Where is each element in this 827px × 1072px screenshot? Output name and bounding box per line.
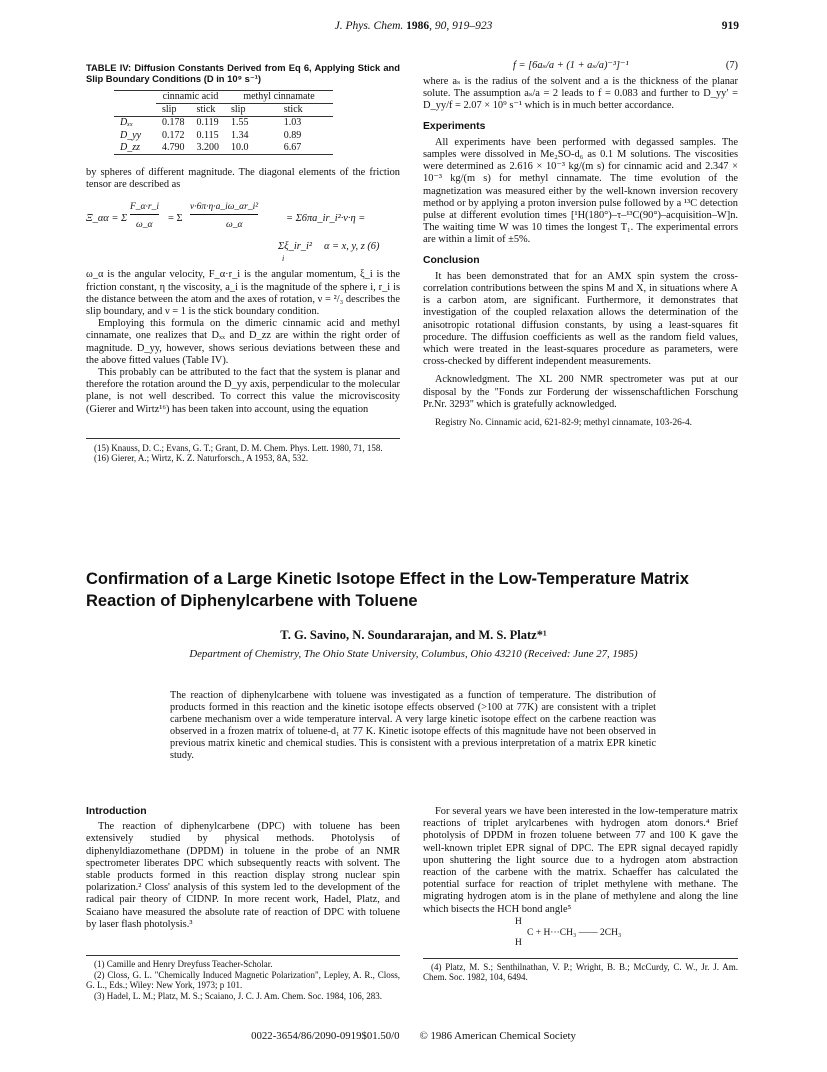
journal-name: J. Phys. Chem. bbox=[334, 20, 404, 32]
article-title: Confirmation of a Large Kinetic Isotope Effect in the Low-Temperature Matrix Reaction of Diphenylcarbene with Toluene bbox=[86, 570, 689, 610]
footnotes bbox=[86, 443, 400, 464]
left-column bbox=[86, 62, 400, 464]
table-cell: 0.172 bbox=[162, 129, 185, 141]
section-heading-conclusion: Conclusion bbox=[423, 254, 480, 266]
footnote: (16) Gierer, A.; Wirtz, K. Z. Naturforsch., A 1953, 8A, 532. bbox=[94, 453, 309, 464]
section-heading-introduction: Introduction bbox=[86, 806, 147, 817]
table-cell: 0.178 bbox=[162, 117, 185, 129]
footnote: (4) Platz, M. S.; Senthilnathan, V. P.; Wright, B. B.; McCurdy, C. W., Jr. J. Am. Chem. Soc. 1982, 104, 6494. bbox=[423, 961, 738, 983]
row-label: D_yy bbox=[120, 129, 142, 141]
paragraph: ω_α is the angular velocity, F_α·r_i is the angular momentum, ξ_i is the friction constant, η the viscosity, a_i is the magnitude of the sphere i, r_i is the distance between the atom and the axes of rotation, ν = ²/₃ describes the slip boundary, and ν = 1 is the stick boundary condition. bbox=[86, 269, 400, 318]
page-footer bbox=[0, 1030, 827, 1042]
paragraph: This probably can be attributed to the fact that the system is planar and therefore the rotation around the D_yy axis, perpendicular to the molecular plane, is not well described. To correct this value the microviscosity (Gierer and Wirtz¹⁶) has been taken into account, using the equation bbox=[86, 367, 400, 415]
eq-part: = Σ bbox=[168, 213, 183, 225]
reaction-scheme bbox=[423, 916, 738, 950]
article-code: 0022-3654/86/2090-0919$01.50/0 bbox=[251, 1030, 400, 1042]
paragraph: All experiments have been performed with degassed samples. The samples were dissolved in Me₂SO-d₆ as 0.1 M solutions. The viscosities were determined as 2.616 × 10⁻³ kg/(m s) for cinnamic acid and 2.347 × 10⁻³ kg/(m s) for methyl cinnamate. The time evolution of the magnetization was measured either by the well-known inversion recovery method or by applying a proton inversion pulse followed by a ¹³C detection pulse at different evolution times [¹H(180°)–τ–¹³C(90°)–acquisition–W]n. The waiting time W was 10 times the longest T₁. The experimental errors are within a limit of ±5%. bbox=[423, 136, 738, 246]
footnote-rule bbox=[423, 958, 738, 959]
copyright: © 1986 American Chemical Society bbox=[419, 1030, 576, 1042]
registry-number: Registry No. Cinnamic acid, 621-82-9; methyl cinnamate, 103-26-4. bbox=[435, 418, 692, 429]
eq-part: ω_α bbox=[136, 220, 153, 231]
row-label: D_zz bbox=[120, 141, 141, 153]
table-subheader: stick bbox=[283, 104, 303, 116]
intro-right-column bbox=[423, 806, 738, 983]
table-row bbox=[114, 117, 333, 130]
eq-part: α = x, y, z (6) bbox=[324, 241, 380, 253]
paragraph: The reaction of diphenylcarbene (DPC) with toluene has been extensively studied by physical methods. Photolysis of diphenyldiazomethane (DPDM) in toluene in the probe of an NMR spectrometer liberates DPC which subsequently reacts with solvent. The stable products formed in this reaction display strong nuclear spin polarization.² Closs' analysis of this system led to the development of the radical pair theory of CIDNP. In more recent work, Hadel, Platz, and Scaiano have measured the absolute rate of reaction of DPC with toluene by laser flash photolysis.³ bbox=[86, 821, 400, 930]
table-cell: 1.03 bbox=[283, 117, 302, 129]
row-label: Dₓₓ bbox=[120, 117, 133, 129]
footnote-rule bbox=[86, 438, 400, 439]
table-subheader: slip bbox=[162, 104, 177, 116]
footnote-rule bbox=[86, 955, 400, 956]
table-cell: 0.115 bbox=[196, 129, 219, 141]
table-cell: 6.67 bbox=[283, 141, 302, 153]
eq-part: F_α·r_i bbox=[130, 201, 159, 214]
paragraph: Employing this formula on the dimeric cinnamic acid and methyl cinnamate, one realizes that Dₓₓ and D_zz are within the right order of magnitude. D_yy, however, shows serious deviations between these and the above fitted values (Table IV). bbox=[86, 318, 400, 366]
journal-year: 1986 bbox=[406, 20, 430, 32]
equation-6 bbox=[86, 191, 400, 269]
equation-number: (7) bbox=[725, 60, 738, 71]
eq-part: i bbox=[282, 254, 285, 264]
equation-7: f = [6aₛ/a + (1 + aₛ/a)⁻³]⁻¹ bbox=[513, 60, 629, 71]
volume-pages: , 90, 919–923 bbox=[429, 20, 493, 32]
running-header bbox=[0, 20, 827, 36]
acknowledgment: Acknowledgment. The XL 200 NMR spectrometer was put at our disposal by the "Fonds zur Forderung der wissenschaftlichen Forschung Pr.Nr. 3293" which is gratefully acknowledged. bbox=[423, 374, 738, 410]
eq-part: ν·6π·η·a_iω_αr_i² bbox=[190, 201, 258, 214]
table-cell: 1.55 bbox=[231, 117, 249, 129]
intro-left-column bbox=[86, 806, 400, 1001]
table-subheader: stick bbox=[196, 104, 216, 116]
article-affiliation: Department of Chemistry, The Ohio State University, Columbus, Ohio 43210 (Received: June 27, 1985) bbox=[189, 648, 638, 660]
footnote: (15) Knauss, D. C.; Evans, G. T.; Grant, D. M. Chem. Phys. Lett. 1980, 71, 158. bbox=[94, 442, 383, 453]
footnotes bbox=[423, 962, 738, 983]
table-row bbox=[114, 130, 333, 142]
eq-part: Σξ_ir_i² bbox=[278, 241, 312, 253]
article-authors: T. G. Savino, N. Soundararajan, and M. S. Platz*¹ bbox=[280, 628, 547, 642]
section-heading-experiments: Experiments bbox=[423, 120, 486, 132]
table-cell: 4.790 bbox=[162, 141, 185, 153]
scheme-label: C + H···CH₃ —— 2CH₃ bbox=[527, 927, 622, 938]
scheme-label: H bbox=[515, 916, 522, 927]
table-cell: 1.34 bbox=[231, 129, 249, 141]
eq-part: Ξ_αα = Σ bbox=[86, 213, 128, 225]
paragraph: For several years we have been interested in the low-temperature matrix reactions of triplet arylcarbenes with hydrogen atom donors.⁴ Brief photolysis of DPDM in frozen toluene between 77 and 100 K gave the well-known triplet EPR signal of DPC. The EPR signal decayed rapidly upon shuttering the light source due to a hydrogen atom abstraction reaction of the carbene with the matrix. Schaeffer has calculated the potential surface for reaction of triplet methylene with methane. The migrating hydrogen atom is in the plane of methylene and along the line which bisects the HCH bond angle⁵ bbox=[423, 806, 738, 915]
footnote: (1) Camille and Henry Dreyfuss Teacher-Scholar. bbox=[94, 959, 273, 970]
table-cell: 10.0 bbox=[231, 141, 249, 153]
table-cell: 0.89 bbox=[283, 129, 302, 141]
page-number: 919 bbox=[721, 20, 739, 32]
paragraph: where aₛ is the radius of the solvent and a is the thickness of the planar solute. The assumption aₛ/a = 2 leads to f = 0.083 and further to D_yy′ = D_yy/f = 2.07 × 10⁹ s⁻¹ which is in much better accordance. bbox=[423, 76, 738, 112]
eq-part: = Σ6πa_ir_i²·ν·η = bbox=[286, 213, 366, 225]
right-column bbox=[423, 58, 738, 429]
footnote: (3) Hadel, L. M.; Platz, M. S.; Scaiano, J. C. J. Am. Chem. Soc. 1984, 106, 283. bbox=[94, 990, 382, 1001]
article-abstract: The reaction of diphenylcarbene with toluene was investigated as a function of temperature. The distribution of products formed in this reaction and the kinetic isotope effects observed (>100 at 77K) are consistent with a triplet carbene mechanism over a wide temperature interval. A very large kinetic isotope effect on the carbene reaction was observed in a frozen matrix of toluene-d₁ at 77 K. Kinetic isotope effects of this magnitude have not been observed in previous matrix kinetic and chemical studies. This is consistent with a previous interpretation of a matrix EPR kinetic study. bbox=[170, 690, 656, 761]
diffusion-table bbox=[114, 90, 333, 155]
table-group-cinnamic-acid: cinnamic acid bbox=[156, 91, 225, 104]
footnotes bbox=[86, 959, 400, 1001]
table-row bbox=[114, 142, 333, 155]
table-group-methyl-cinnamate: methyl cinnamate bbox=[225, 91, 333, 104]
table-cell: 3.200 bbox=[196, 141, 219, 153]
table-cell: 0.119 bbox=[196, 117, 219, 129]
paragraph: It has been demonstrated that for an AMX spin system the cross-correlation contributions between the spins M and X, in situations where A is a carbon atom, are significant. Furthermore, it demonstrates that investigation of the coupled relaxation allows the determination of the anisotropic rotational diffusion constants, by using a least-squares fit procedure. The diffusion coefficients as well as the random field values, which were treated in the least-squares procedure as parameters, were cross-checked by different independent measurements. bbox=[423, 270, 738, 368]
table-caption: TABLE IV: Diffusion Constants Derived from Eq 6, Applying Stick and Slip Boundary Conditions (D in 10⁹ s⁻¹) bbox=[86, 62, 400, 84]
footnote: (2) Closs, G. L. "Chemically Induced Magnetic Polarization", Lepley, A. R., Closs, G. L., Eds.; Wiley: New York, 1973; p 101. bbox=[86, 969, 400, 991]
eq-part: ω_α bbox=[226, 220, 243, 231]
table-subheader: slip bbox=[231, 104, 246, 116]
scheme-label: H bbox=[515, 937, 522, 948]
paragraph: by spheres of different magnitude. The diagonal elements of the friction tensor are described as bbox=[86, 167, 400, 191]
